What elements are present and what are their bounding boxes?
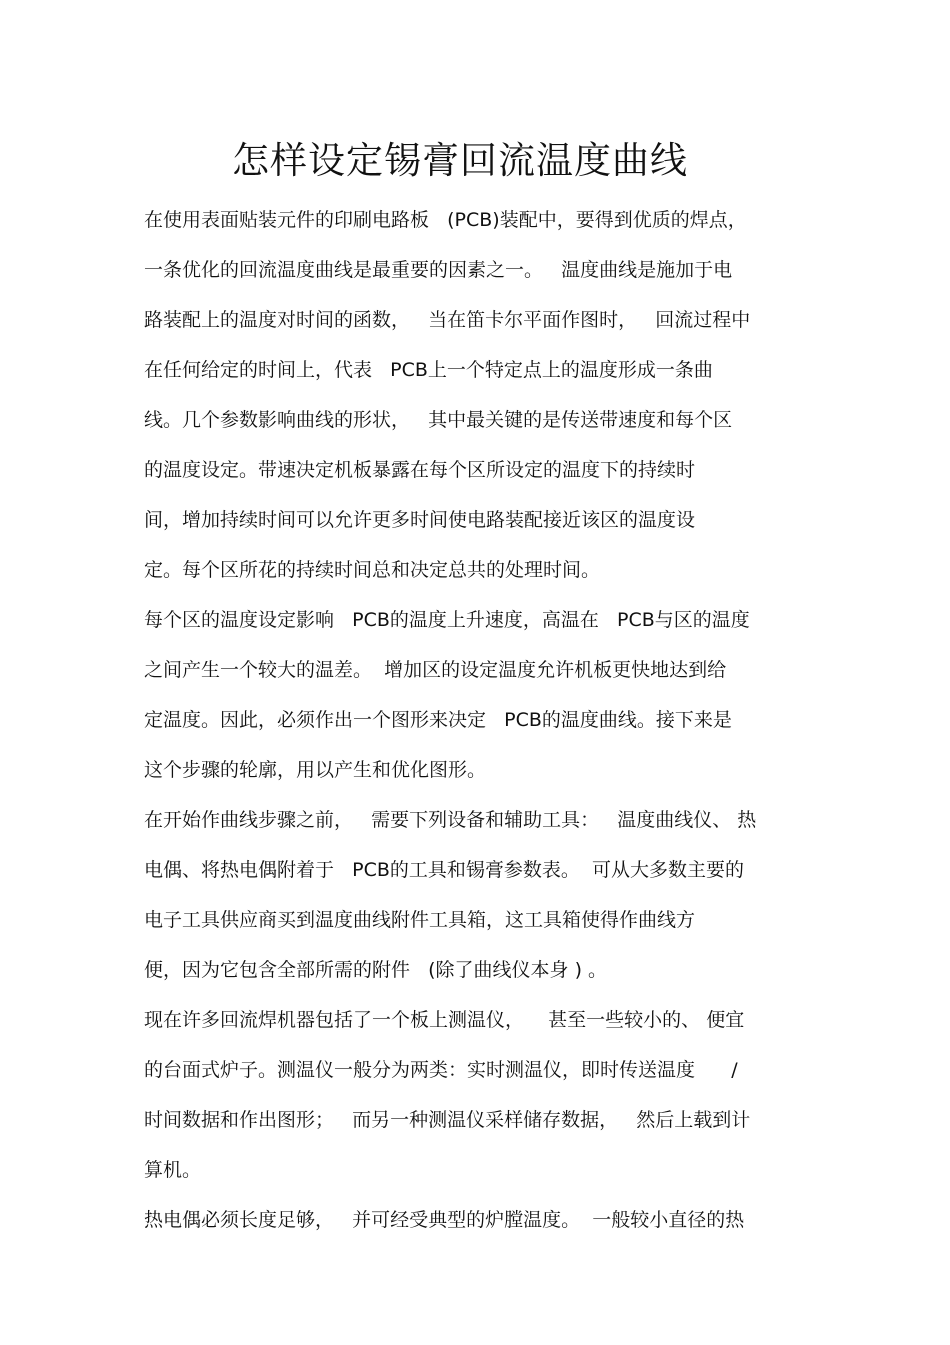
paragraph-4 xyxy=(144,995,824,1195)
paragraph-1 xyxy=(144,195,824,595)
text-line: 在使用表面贴装元件的印刷电路板 (PCB)装配中，要得到优质的焊点， xyxy=(144,209,747,231)
text-line: 电偶、将热电偶附着于 PCB的工具和锡膏参数表。 可从大多数主要的 xyxy=(144,859,744,881)
text-line: 电子工具供应商买到温度曲线附件工具箱，这工具箱使得作曲线方 xyxy=(144,909,696,931)
text-line: 现在许多回流焊机器包括了一个板上测温仪， 甚至一些较小的、 便宜 xyxy=(144,1009,745,1031)
text-line: 的台面式炉子。测温仪一般分为两类：实时测温仪，即时传送温度 / xyxy=(144,1059,738,1081)
document-title: 怎样设定锡膏回流温度曲线 xyxy=(232,139,688,182)
text-line: 在开始作曲线步骤之前， 需要下列设备和辅助工具： 温度曲线仪、 热 xyxy=(144,809,757,831)
paragraph-3 xyxy=(144,795,824,995)
text-line: 线。几个参数影响曲线的形状， 其中最关键的是传送带速度和每个区 xyxy=(144,409,733,431)
text-line: 时间数据和作出图形； 而另一种测温仪采样储存数据， 然后上载到计 xyxy=(144,1109,751,1131)
text-line: 的温度设定。带速决定机板暴露在每个区所设定的温度下的持续时 xyxy=(144,459,696,481)
text-line: 路装配上的温度对时间的函数， 当在笛卡尔平面作图时， 回流过程中 xyxy=(144,309,751,331)
text-line: 定温度。因此，必须作出一个图形来决定 PCB的温度曲线。接下来是 xyxy=(144,709,732,731)
text-line: 热电偶必须长度足够， 并可经受典型的炉膛温度。 一般较小直径的热 xyxy=(144,1209,745,1231)
document-body xyxy=(144,195,824,1245)
paragraph-2 xyxy=(144,595,824,795)
paragraph-5 xyxy=(144,1195,824,1245)
text-line: 之间产生一个较大的温差。 增加区的设定温度允许机板更快地达到给 xyxy=(144,659,727,681)
text-line: 这个步骤的轮廓，用以产生和优化图形。 xyxy=(144,759,487,781)
text-line: 在任何给定的时间上，代表 PCB上一个特定点上的温度形成一条曲 xyxy=(144,359,713,381)
text-line: 便，因为它包含全部所需的附件 (除了曲线仪本身 ) 。 xyxy=(144,959,608,981)
text-line: 每个区的温度设定影响 PCB的温度上升速度，高温在 PCB与区的温度 xyxy=(144,609,750,631)
text-line: 一条优化的回流温度曲线是最重要的因素之一。 温度曲线是施加于电 xyxy=(144,259,733,281)
text-line: 定。每个区所花的持续时间总和决定总共的处理时间。 xyxy=(144,559,601,581)
text-line: 算机。 xyxy=(144,1159,202,1181)
text-line: 间，增加持续时间可以允许更多时间使电路装配接近该区的温度设 xyxy=(144,509,696,531)
